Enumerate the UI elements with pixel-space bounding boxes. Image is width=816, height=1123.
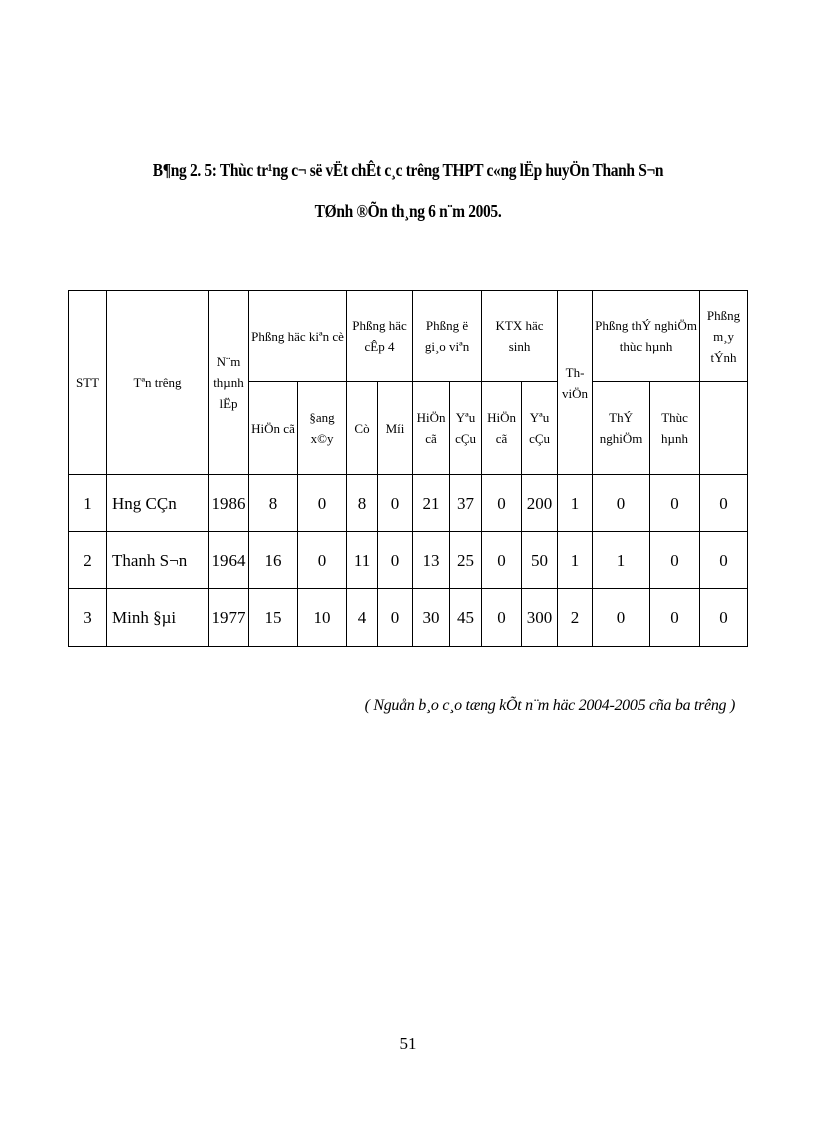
sub-header-existing: HiÖn cã	[249, 382, 298, 475]
cell-dorm-required: 200	[522, 475, 558, 532]
sub-header-required: Yªu cÇu	[450, 382, 482, 475]
sub-header-existing: HiÖn cã	[482, 382, 522, 475]
header-teacher-housing: Phßng ë gi¸o viªn	[413, 291, 482, 382]
header-founded-year: N¨m thµnh lËp	[209, 291, 249, 475]
cell-lab-practice: 0	[650, 589, 700, 647]
cell-grade4-new: 0	[378, 589, 413, 647]
cell-library: 1	[558, 475, 593, 532]
sub-header-experiment: ThÝ nghiÖm	[593, 382, 650, 475]
header-grade4-classrooms: Phßng häc cÊp 4	[347, 291, 413, 382]
cell-dorm-existing: 0	[482, 475, 522, 532]
header-school-name: Tªn trêng	[107, 291, 209, 475]
cell-solid-existing: 15	[249, 589, 298, 647]
cell-grade4-new: 0	[378, 532, 413, 589]
cell-teacher-required: 45	[450, 589, 482, 647]
cell-founded-year: 1964	[209, 532, 249, 589]
header-dormitory: KTX häc sinh	[482, 291, 558, 382]
cell-solid-under-construction: 10	[298, 589, 347, 647]
cell-library: 1	[558, 532, 593, 589]
cell-teacher-existing: 13	[413, 532, 450, 589]
header-lab-rooms: Phßng thÝ nghiÖm thùc hµnh	[593, 291, 700, 382]
sub-header-new: Míi	[378, 382, 413, 475]
cell-stt: 2	[69, 532, 107, 589]
table-row	[69, 589, 748, 647]
cell-lab-experiment: 0	[593, 475, 650, 532]
sub-header-under-construction: §ang x©y	[298, 382, 347, 475]
cell-solid-under-construction: 0	[298, 532, 347, 589]
cell-dorm-existing: 0	[482, 532, 522, 589]
cell-teacher-existing: 30	[413, 589, 450, 647]
sub-header-empty	[700, 382, 748, 475]
sub-header-existing: HiÖn cã	[413, 382, 450, 475]
sub-header-required: Yªu cÇu	[522, 382, 558, 475]
cell-founded-year: 1986	[209, 475, 249, 532]
cell-stt: 3	[69, 589, 107, 647]
cell-school-name: Thanh S¬n	[107, 532, 209, 589]
header-solid-classrooms: Phßng häc kiªn cè	[249, 291, 347, 382]
cell-dorm-required: 300	[522, 589, 558, 647]
cell-dorm-existing: 0	[482, 589, 522, 647]
cell-grade4-new: 0	[378, 475, 413, 532]
header-computer-room: Phßng m¸y tÝnh	[700, 291, 748, 382]
cell-dorm-required: 50	[522, 532, 558, 589]
cell-founded-year: 1977	[209, 589, 249, 647]
table-row	[69, 475, 748, 532]
sub-header-practice: Thùc hµnh	[650, 382, 700, 475]
cell-stt: 1	[69, 475, 107, 532]
cell-lab-experiment: 0	[593, 589, 650, 647]
cell-grade4-old: 4	[347, 589, 378, 647]
cell-library: 2	[558, 589, 593, 647]
cell-solid-under-construction: 0	[298, 475, 347, 532]
cell-grade4-old: 8	[347, 475, 378, 532]
page-number: 51	[399, 1034, 417, 1053]
cell-computer-room: 0	[700, 532, 748, 589]
cell-teacher-existing: 21	[413, 475, 450, 532]
sub-header-old: Cò	[347, 382, 378, 475]
cell-solid-existing: 8	[249, 475, 298, 532]
cell-school-name: Hng CÇn	[107, 475, 209, 532]
header-library: Th viÖn	[558, 291, 593, 475]
table-caption-line-2: TØnh ®Õn th¸ng 6 n¨m 2005.	[314, 201, 502, 221]
cell-computer-room: 0	[700, 475, 748, 532]
cell-school-name: Minh §µi	[107, 589, 209, 647]
source-note: ( Nguån b¸o c¸o tæng kÕt n¨m häc 2004-2005 cña ba trêng )	[364, 697, 735, 714]
cell-computer-room: 0	[700, 589, 748, 647]
header-stt: STT	[69, 291, 107, 475]
table-caption-line-1: B¶ng 2. 5: Thùc tr¹ng c¬ së vËt chÊt c¸c trêng THPT c«ng lËp huyÖn Thanh S¬n	[152, 160, 664, 180]
cell-teacher-required: 37	[450, 475, 482, 532]
cell-solid-existing: 16	[249, 532, 298, 589]
table-row	[69, 532, 748, 589]
header-row-1	[69, 291, 748, 382]
cell-lab-experiment: 1	[593, 532, 650, 589]
cell-lab-practice: 0	[650, 475, 700, 532]
cell-lab-practice: 0	[650, 532, 700, 589]
facilities-table	[68, 290, 748, 647]
cell-grade4-old: 11	[347, 532, 378, 589]
cell-teacher-required: 25	[450, 532, 482, 589]
